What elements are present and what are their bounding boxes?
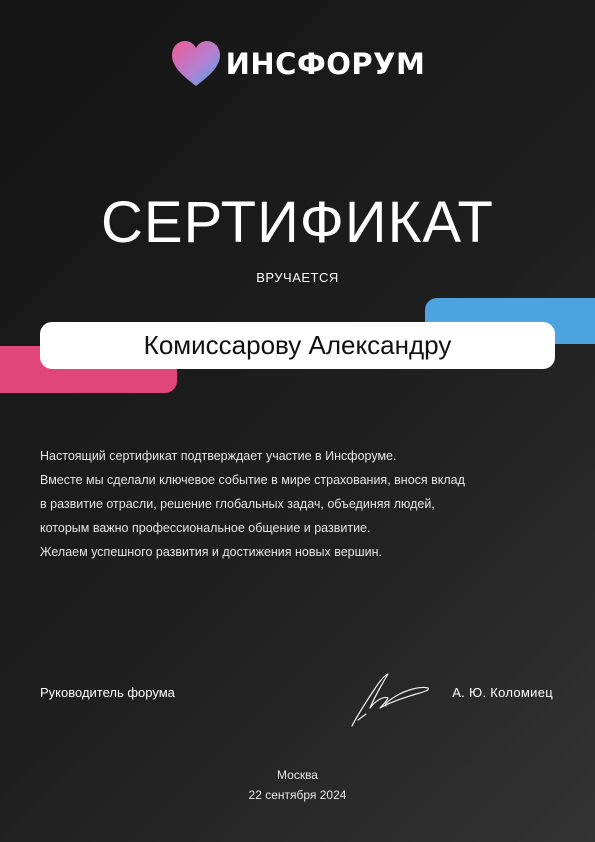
heart-icon: [170, 39, 222, 89]
logo: [0, 38, 595, 90]
body-line: в развитие отрасли, решение глобальных задач, объединяя людей,: [40, 497, 435, 511]
signatory-role: Руководитель форума: [40, 685, 175, 700]
body-line: Желаем успешного развития и достижения новых вершин.: [40, 545, 383, 559]
body-line: Вместе мы сделали ключевое событие в мире страхования, внося вклад: [40, 473, 465, 487]
certificate-subtitle: ВРУЧАЕТСЯ: [256, 270, 339, 285]
handwritten-signature: [344, 668, 434, 730]
issue-date: 22 сентября 2024: [248, 788, 347, 802]
body-line: которым важно профессиональное общение и развитие.: [40, 521, 371, 535]
body-line: Настоящий сертификат подтверждает участие в Инсфоруме.: [40, 449, 397, 463]
certificate-body: [40, 444, 560, 564]
recipient-name: Комиссарову Александру: [143, 330, 452, 360]
certificate-title: СЕРТИФИКАТ: [101, 190, 494, 255]
city: Москва: [277, 768, 318, 782]
recipient-box: [40, 322, 555, 369]
signatory-name: А. Ю. Коломиец: [452, 685, 553, 700]
logo-text: ИНСФОРУМ: [225, 47, 426, 81]
